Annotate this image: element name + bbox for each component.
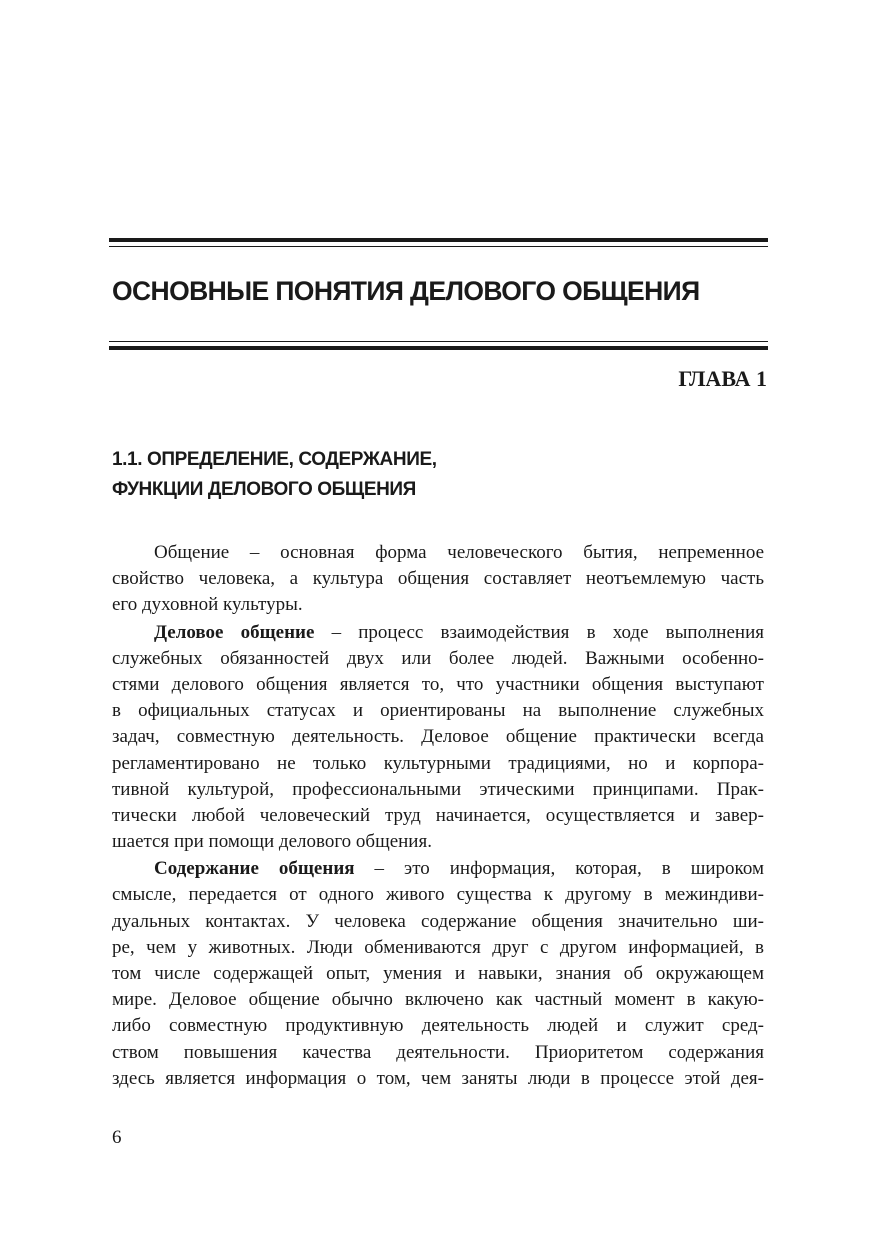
text-line: смысле, передается от одного живого существа к другому в межиндиви- <box>112 884 764 906</box>
term-communication-content: Содержание общения <box>154 858 355 880</box>
section-title-line-2: ФУНКЦИИ ДЕЛОВОГО ОБЩЕНИЯ <box>112 479 416 500</box>
text-line: в официальных статусах и ориентированы на выполнение служебных <box>112 700 764 722</box>
term-business-communication: Деловое общение <box>154 621 315 643</box>
section-title-line-1: 1.1. ОПРЕДЕЛЕНИЕ, СОДЕРЖАНИЕ, <box>112 449 437 470</box>
text-line: свойство человека, а культура общения составляет неотъемлемую часть <box>112 568 764 590</box>
part-title: ОСНОВНЫЕ ПОНЯТИЯ ДЕЛОВОГО ОБЩЕНИЯ <box>112 276 700 306</box>
header-rule-thin-bottom <box>109 341 768 342</box>
text-line: дуальных контактах. У человека содержание общения значительно ши- <box>112 910 764 932</box>
text-line: Общение – основная форма человеческого бытия, непременное <box>154 542 764 563</box>
section-title <box>112 445 612 505</box>
text-line: служебных обязанностей двух или более людей. Важными особенно- <box>112 647 764 669</box>
text-fragment: – это информация, которая, в широком <box>354 858 764 880</box>
header-rule-thin-top <box>109 246 768 247</box>
paragraph-3 <box>112 856 764 1092</box>
text-line: том числе содержащей опыт, умения и навыки, знания об окружающем <box>112 963 764 984</box>
text-line: шается при помощи делового общения. <box>112 831 432 853</box>
text-line: регламентировано не только культурными традициями, но и корпора- <box>112 752 764 774</box>
paragraph-1 <box>112 540 764 619</box>
text-line: тически любой человеческий труд начинается, осуществляется и завер- <box>112 804 764 826</box>
text-line: либо совместную продуктивную деятельность людей и служит сред- <box>112 1015 764 1037</box>
header-rule-thick-bottom <box>109 346 768 350</box>
chapter-label: ГЛАВА 1 <box>678 366 767 391</box>
text-line: задач, совместную деятельность. Деловое общение практически всегда <box>112 726 764 748</box>
text-line <box>112 620 764 646</box>
text-line: ре, чем у животных. Люди обмениваются друг с другом информацией, в <box>112 936 764 958</box>
page-number: 6 <box>112 1127 122 1148</box>
header-rule-thick-top <box>109 238 768 242</box>
text-line: стями делового общения является то, что участники общения выступают <box>112 673 764 695</box>
text-line <box>112 856 764 882</box>
text-line: здесь является информация о том, чем заняты люди в процессе этой дея- <box>112 1067 764 1089</box>
text-line: тивной культурой, профессиональными этическими принципами. Прак- <box>112 778 764 800</box>
body-text <box>112 540 764 1092</box>
text-line: мире. Деловое общение обычно включено как частный момент в какую- <box>112 989 764 1011</box>
text-line: его духовной культуры. <box>112 594 303 616</box>
text-fragment: – процесс взаимодействия в ходе выполнения <box>314 621 764 643</box>
paragraph-2 <box>112 620 764 856</box>
text-line: ством повышения качества деятельности. Приоритетом содержания <box>112 1041 764 1063</box>
